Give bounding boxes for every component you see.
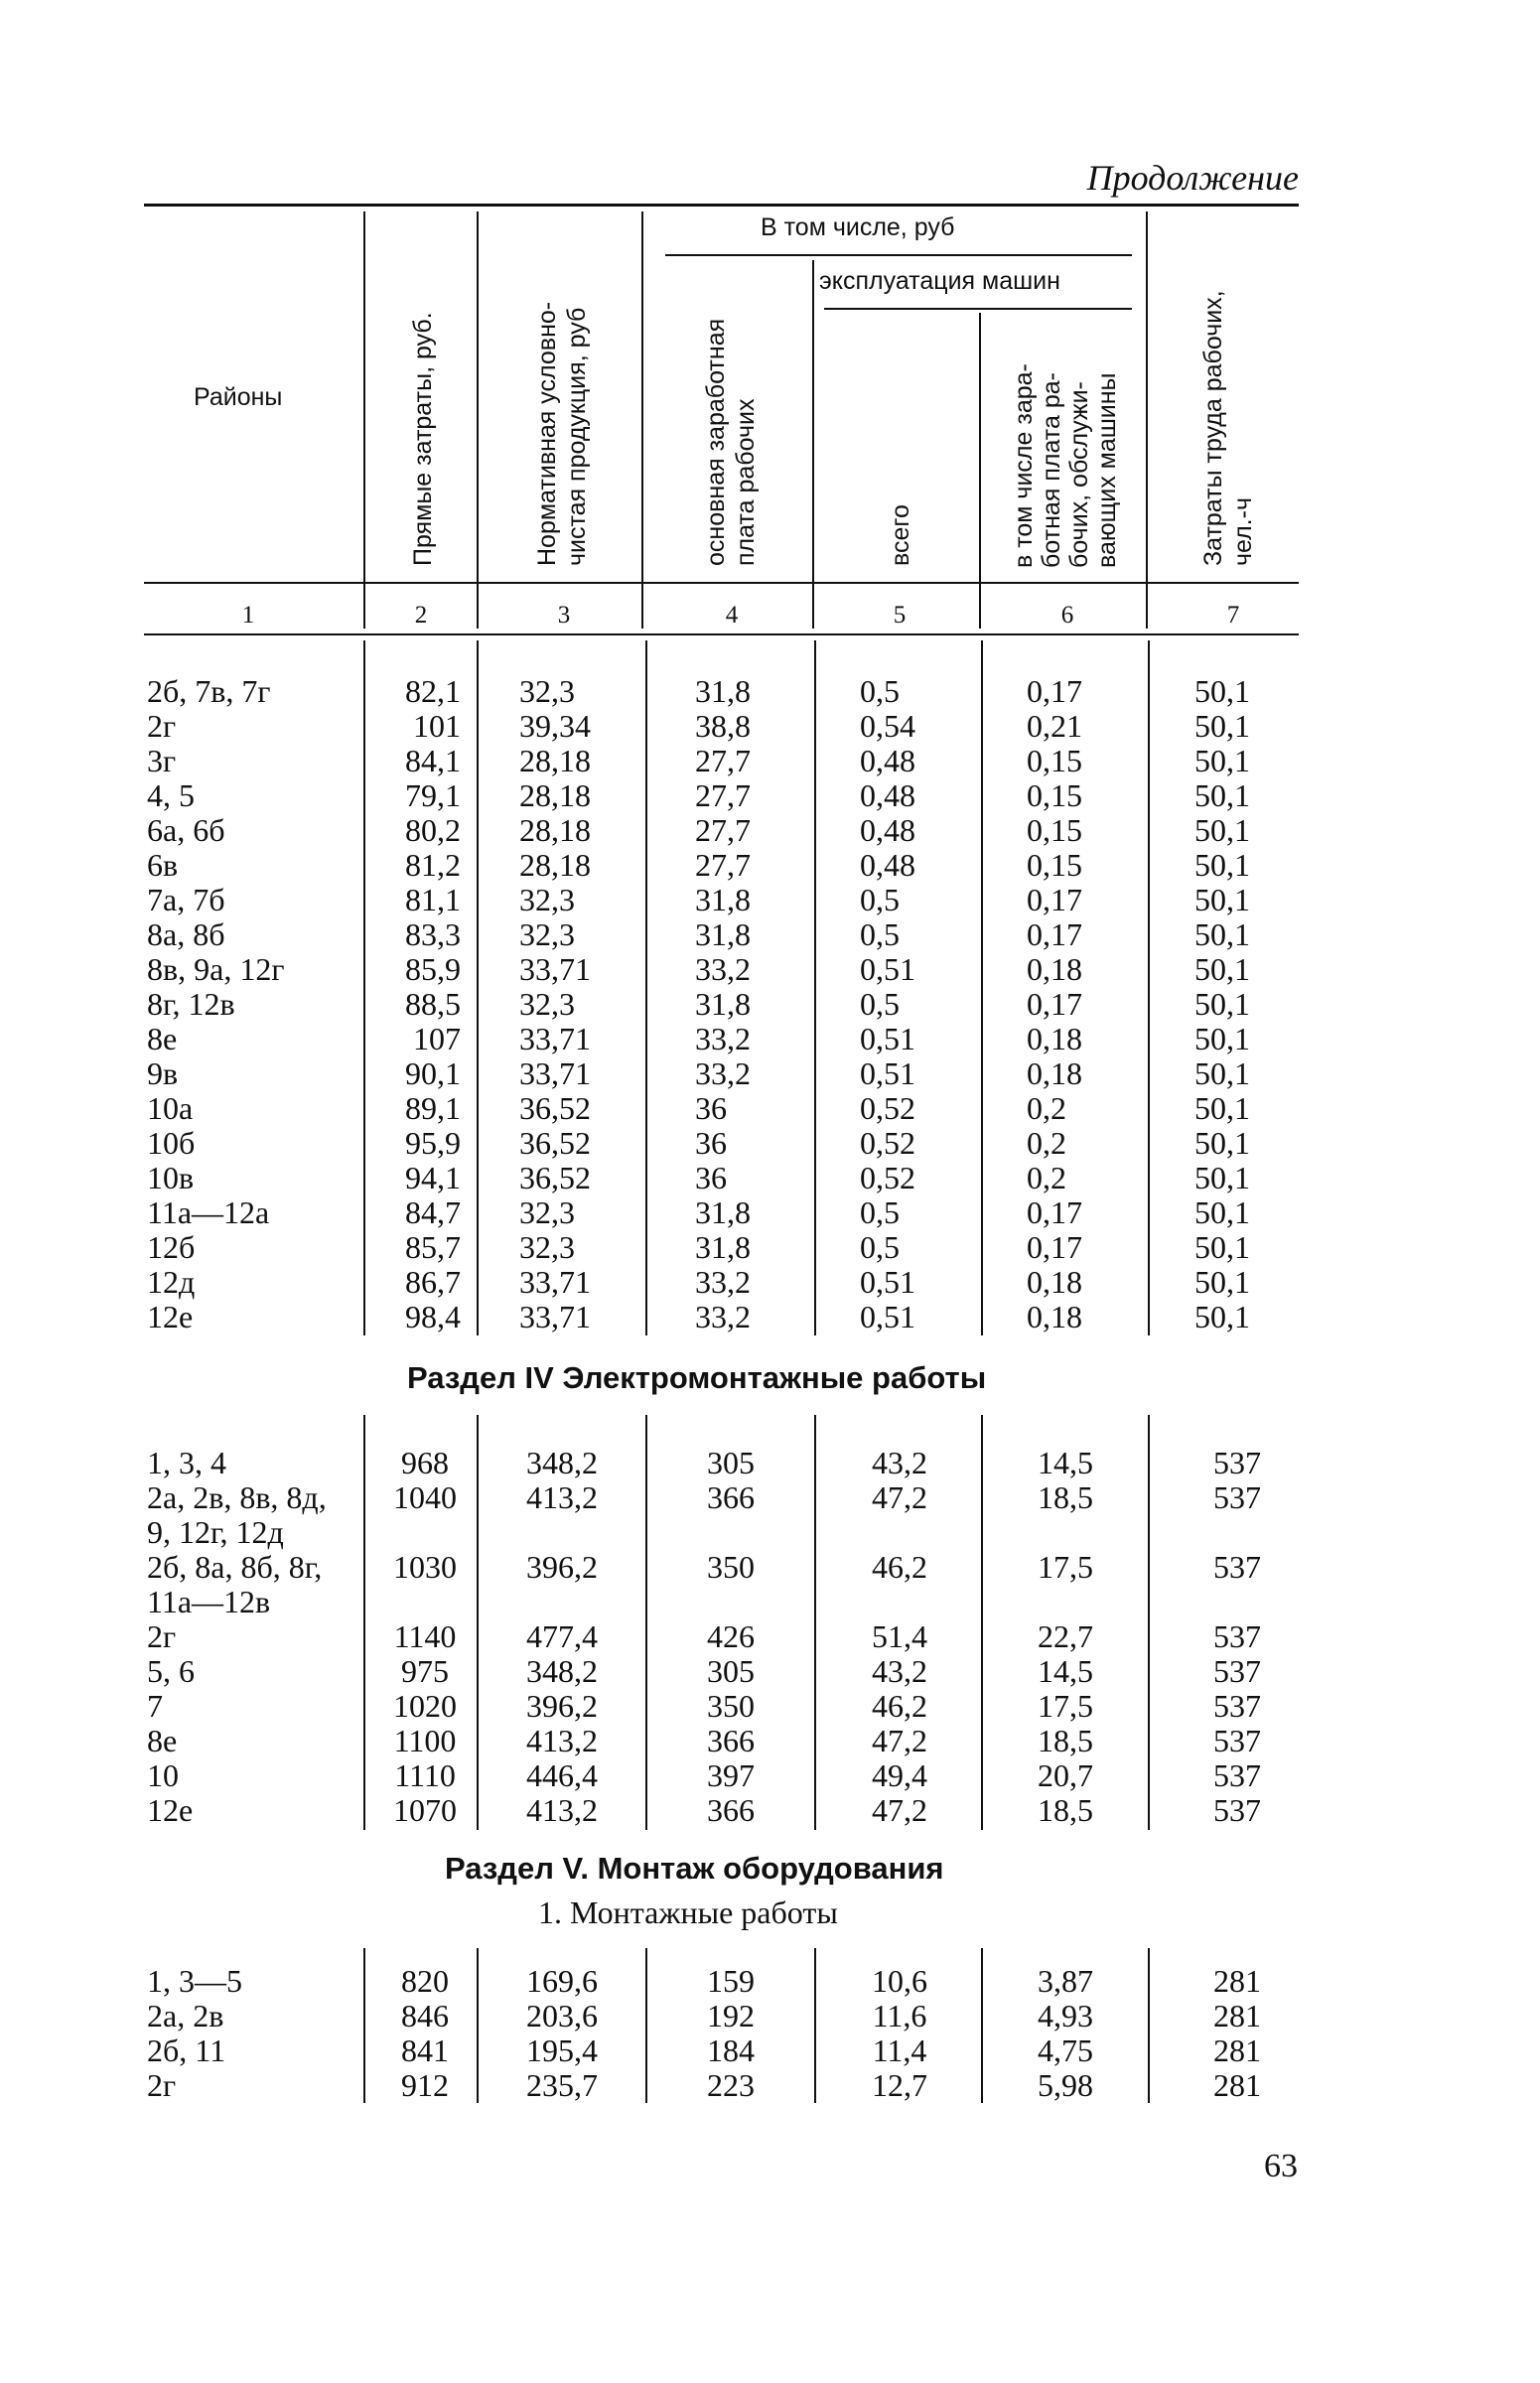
- table-row: [0, 1126, 1540, 1161]
- value-cell: 50,1: [1194, 951, 1250, 987]
- region-cell: 2г: [147, 1618, 177, 1654]
- header-total: всего: [887, 504, 914, 566]
- value-cell: 0,17: [1027, 986, 1082, 1022]
- value-cell: 33,71: [519, 1299, 591, 1334]
- column-number: 4: [725, 602, 739, 629]
- table-row: [0, 2068, 1540, 2103]
- column-number: 3: [557, 602, 571, 629]
- value-cell: 281: [1213, 2067, 1261, 2103]
- value-cell: 82,1: [405, 673, 461, 709]
- header-incl-line4: вающих машины: [1093, 372, 1121, 568]
- value-cell: 537: [1213, 1757, 1261, 1793]
- region-cell: 11а—12в: [147, 1584, 271, 1619]
- value-cell: 50,1: [1194, 847, 1250, 883]
- value-cell: 0,48: [860, 847, 915, 883]
- page-number: 63: [1264, 2148, 1298, 2184]
- value-cell: 89,1: [405, 1090, 461, 1126]
- table-row: [0, 1619, 1540, 1654]
- value-cell: 537: [1213, 1618, 1261, 1654]
- value-cell: 348,2: [526, 1653, 598, 1689]
- table-top-rule: [144, 204, 1299, 207]
- value-cell: 0,52: [860, 1090, 915, 1126]
- table-row: [0, 709, 1540, 744]
- region-cell: 12б: [147, 1229, 196, 1265]
- value-cell: 446,4: [526, 1757, 598, 1793]
- value-cell: 27,7: [695, 847, 751, 883]
- value-cell: 537: [1213, 1479, 1261, 1515]
- column-number: 5: [893, 602, 907, 629]
- value-cell: 305: [707, 1445, 755, 1480]
- region-cell: 2б, 7в, 7г: [147, 673, 271, 709]
- region-cell: 12д: [147, 1264, 196, 1300]
- value-cell: 348,2: [526, 1445, 598, 1480]
- value-cell: 47,2: [872, 1792, 927, 1828]
- table-row: [0, 1265, 1540, 1300]
- value-cell: 81,2: [405, 847, 461, 883]
- value-cell: 0,52: [860, 1160, 915, 1195]
- value-cell: 50,1: [1194, 986, 1250, 1022]
- value-cell: 33,2: [695, 1055, 751, 1091]
- value-cell: 413,2: [526, 1723, 598, 1758]
- section-5-title: Раздел V. Монтаж оборудования: [445, 1851, 944, 1886]
- table-row: [0, 1230, 1540, 1265]
- value-cell: 0,17: [1027, 916, 1082, 952]
- value-cell: 17,5: [1038, 1688, 1093, 1724]
- region-cell: 9, 12г, 12д: [147, 1514, 284, 1550]
- value-cell: 86,7: [405, 1264, 461, 1300]
- value-cell: 50,1: [1194, 673, 1250, 709]
- table-row: [0, 883, 1540, 917]
- region-cell: 12е: [147, 1299, 194, 1334]
- value-cell: 88,5: [405, 986, 461, 1022]
- value-cell: 32,3: [519, 882, 575, 917]
- region-cell: 10а: [147, 1090, 194, 1126]
- table-row: [0, 1161, 1540, 1195]
- value-cell: 33,71: [519, 1055, 591, 1091]
- value-cell: 83,3: [405, 916, 461, 952]
- value-cell: 50,1: [1194, 708, 1250, 744]
- value-cell: 27,7: [695, 743, 751, 778]
- region-cell: 8г, 12в: [147, 986, 235, 1022]
- region-cell: 3г: [147, 743, 177, 778]
- column-number: 6: [1060, 602, 1074, 629]
- header-labor-line1: Затраты труда рабочих,: [1199, 290, 1227, 566]
- value-cell: 80,2: [405, 812, 461, 848]
- value-cell: 841: [401, 2033, 449, 2068]
- value-cell: 4,93: [1038, 1998, 1093, 2033]
- value-cell: 396,2: [526, 1688, 598, 1724]
- region-cell: 1, 3, 4: [147, 1445, 226, 1480]
- value-cell: 537: [1213, 1723, 1261, 1758]
- table-row: [0, 848, 1540, 883]
- value-cell: 98,4: [405, 1299, 461, 1334]
- value-cell: 281: [1213, 1998, 1261, 2033]
- table-row: [0, 1480, 1540, 1515]
- value-cell: 31,8: [695, 1194, 751, 1230]
- table-row: [0, 1056, 1540, 1091]
- value-cell: 27,7: [695, 777, 751, 813]
- value-cell: 38,8: [695, 708, 751, 744]
- value-cell: 85,7: [405, 1229, 461, 1265]
- value-cell: 0,51: [860, 1021, 915, 1056]
- value-cell: 33,71: [519, 1021, 591, 1056]
- value-cell: 0,18: [1027, 1055, 1082, 1091]
- column-number: 1: [241, 602, 255, 629]
- header-wages-line2: плата рабочих: [732, 398, 760, 566]
- continuation-label: Продолжение: [1086, 158, 1299, 198]
- table-row: [0, 1999, 1540, 2033]
- value-cell: 159: [707, 1963, 755, 1999]
- value-cell: 0,51: [860, 1299, 915, 1334]
- value-cell: 0,51: [860, 951, 915, 987]
- header-divider: [363, 211, 365, 629]
- header-divider: [979, 313, 981, 629]
- value-cell: 32,3: [519, 916, 575, 952]
- value-cell: 0,48: [860, 777, 915, 813]
- value-cell: 33,71: [519, 1264, 591, 1300]
- value-cell: 968: [401, 1445, 449, 1480]
- value-cell: 51,4: [872, 1618, 927, 1654]
- header-normative-line2: чистая продукция, руб: [563, 307, 591, 566]
- table-row: [0, 917, 1540, 952]
- value-cell: 12,7: [872, 2067, 927, 2103]
- value-cell: 1070: [393, 1792, 457, 1828]
- value-cell: 396,2: [526, 1549, 598, 1585]
- value-cell: 0,15: [1027, 847, 1082, 883]
- header-group: В том числе, руб: [761, 213, 955, 241]
- value-cell: 39,34: [519, 708, 591, 744]
- value-cell: 3,87: [1038, 1963, 1093, 1999]
- header-wages-line1: основная заработная: [702, 318, 730, 566]
- value-cell: 50,1: [1194, 1021, 1250, 1056]
- value-cell: 0,2: [1027, 1160, 1066, 1195]
- header-incl-line3: бочих, обслужи-: [1065, 381, 1093, 568]
- value-cell: 32,3: [519, 1229, 575, 1265]
- value-cell: 192: [707, 1998, 755, 2033]
- value-cell: 0,51: [860, 1055, 915, 1091]
- column-number: 7: [1226, 602, 1240, 629]
- value-cell: 426: [707, 1618, 755, 1654]
- value-cell: 366: [707, 1723, 755, 1758]
- region-cell: 9в: [147, 1055, 179, 1091]
- value-cell: 281: [1213, 1963, 1261, 1999]
- value-cell: 14,5: [1038, 1445, 1093, 1480]
- value-cell: 50,1: [1194, 1125, 1250, 1161]
- value-cell: 50,1: [1194, 916, 1250, 952]
- value-cell: 820: [401, 1963, 449, 1999]
- value-cell: 50,1: [1194, 743, 1250, 778]
- table-row: [0, 813, 1540, 848]
- value-cell: 203,6: [526, 1998, 598, 2033]
- value-cell: 0,48: [860, 743, 915, 778]
- value-cell: 0,5: [860, 916, 900, 952]
- region-cell: 8а, 8б: [147, 916, 225, 952]
- value-cell: 0,48: [860, 812, 915, 848]
- value-cell: 32,3: [519, 986, 575, 1022]
- value-cell: 31,8: [695, 916, 751, 952]
- value-cell: 0,51: [860, 1264, 915, 1300]
- region-cell: 8е: [147, 1723, 178, 1758]
- value-cell: 0,5: [860, 882, 900, 917]
- region-cell: 10в: [147, 1160, 195, 1195]
- value-cell: 49,4: [872, 1757, 927, 1793]
- value-cell: 1100: [393, 1723, 457, 1758]
- region-cell: 2г: [147, 708, 177, 744]
- value-cell: 350: [707, 1549, 755, 1585]
- value-cell: 36: [695, 1160, 727, 1195]
- machines-underline: [824, 308, 1132, 310]
- value-cell: 47,2: [872, 1479, 927, 1515]
- value-cell: 33,2: [695, 1021, 751, 1056]
- value-cell: 36,52: [519, 1160, 591, 1195]
- table-row: [0, 1446, 1540, 1480]
- table-row: [0, 1091, 1540, 1126]
- value-cell: 1110: [394, 1757, 456, 1793]
- value-cell: 0,18: [1027, 1299, 1082, 1334]
- value-cell: 397: [707, 1757, 755, 1793]
- value-cell: 47,2: [872, 1723, 927, 1758]
- value-cell: 0,17: [1027, 1229, 1082, 1265]
- region-cell: 2б, 8а, 8б, 8г,: [147, 1549, 323, 1585]
- region-cell: 8е: [147, 1021, 178, 1056]
- value-cell: 31,8: [695, 673, 751, 709]
- value-cell: 169,6: [526, 1963, 598, 1999]
- value-cell: 0,17: [1027, 1194, 1082, 1230]
- table-row: [0, 1724, 1540, 1758]
- value-cell: 0,5: [860, 673, 900, 709]
- value-cell: 413,2: [526, 1792, 598, 1828]
- value-cell: 32,3: [519, 673, 575, 709]
- value-cell: 0,21: [1027, 708, 1082, 744]
- value-cell: 846: [401, 1998, 449, 2033]
- value-cell: 50,1: [1194, 1090, 1250, 1126]
- value-cell: 0,52: [860, 1125, 915, 1161]
- value-cell: 18,5: [1038, 1723, 1093, 1758]
- region-cell: 1, 3—5: [147, 1963, 242, 1999]
- value-cell: 50,1: [1194, 1299, 1250, 1334]
- value-cell: 36: [695, 1125, 727, 1161]
- value-cell: 43,2: [872, 1445, 927, 1480]
- value-cell: 14,5: [1038, 1653, 1093, 1689]
- table-row: [0, 744, 1540, 778]
- header-regions: Районы: [194, 383, 283, 411]
- region-cell: 11а—12а: [147, 1194, 270, 1230]
- value-cell: 0,15: [1027, 743, 1082, 778]
- region-cell: 6а, 6б: [147, 812, 225, 848]
- header-divider: [812, 260, 814, 629]
- region-cell: 5, 6: [147, 1653, 195, 1689]
- column-number: 2: [414, 602, 428, 629]
- table-row: [0, 1300, 1540, 1334]
- table-row: [0, 1758, 1540, 1793]
- table-row: [0, 1793, 1540, 1828]
- header-divider: [477, 211, 479, 629]
- value-cell: 0,18: [1027, 951, 1082, 987]
- table-row: [0, 1022, 1540, 1056]
- value-cell: 101: [413, 708, 461, 744]
- value-cell: 281: [1213, 2033, 1261, 2068]
- value-cell: 1020: [393, 1688, 457, 1724]
- region-cell: 2а, 2в: [147, 1998, 224, 2033]
- value-cell: 50,1: [1194, 812, 1250, 848]
- region-cell: 2а, 2в, 8в, 8д,: [147, 1479, 327, 1515]
- value-cell: 537: [1213, 1653, 1261, 1689]
- value-cell: 50,1: [1194, 1160, 1250, 1195]
- table-row: [0, 987, 1540, 1022]
- table-row: [0, 674, 1540, 709]
- value-cell: 413,2: [526, 1479, 598, 1515]
- value-cell: 31,8: [695, 1229, 751, 1265]
- value-cell: 50,1: [1194, 1264, 1250, 1300]
- value-cell: 4,75: [1038, 2033, 1093, 2068]
- header-direct-costs: Прямые затраты, руб.: [409, 312, 437, 566]
- table-row: [0, 1689, 1540, 1724]
- value-cell: 17,5: [1038, 1549, 1093, 1585]
- value-cell: 31,8: [695, 882, 751, 917]
- value-cell: 912: [401, 2067, 449, 2103]
- region-cell: 7а, 7б: [147, 882, 225, 917]
- value-cell: 537: [1213, 1688, 1261, 1724]
- table-row: [0, 2033, 1540, 2068]
- value-cell: 366: [707, 1479, 755, 1515]
- value-cell: 537: [1213, 1549, 1261, 1585]
- value-cell: 84,1: [405, 743, 461, 778]
- value-cell: 85,9: [405, 951, 461, 987]
- value-cell: 81,1: [405, 882, 461, 917]
- colnum-bottom-rule: [144, 633, 1299, 635]
- value-cell: 11,6: [872, 1998, 927, 2033]
- table-row: [0, 1550, 1540, 1585]
- value-cell: 50,1: [1194, 1055, 1250, 1091]
- value-cell: 28,18: [519, 847, 591, 883]
- value-cell: 28,18: [519, 812, 591, 848]
- value-cell: 79,1: [405, 777, 461, 813]
- header-bottom-rule: [144, 582, 1299, 584]
- value-cell: 32,3: [519, 1194, 575, 1230]
- value-cell: 223: [707, 2067, 755, 2103]
- table-row: [0, 1585, 1540, 1619]
- value-cell: 46,2: [872, 1549, 927, 1585]
- value-cell: 33,71: [519, 951, 591, 987]
- value-cell: 18,5: [1038, 1792, 1093, 1828]
- value-cell: 36,52: [519, 1125, 591, 1161]
- value-cell: 50,1: [1194, 777, 1250, 813]
- value-cell: 975: [401, 1653, 449, 1689]
- value-cell: 0,17: [1027, 882, 1082, 917]
- subsection-title: 1. Монтажные работы: [538, 1894, 838, 1930]
- value-cell: 5,98: [1038, 2067, 1093, 2103]
- value-cell: 94,1: [405, 1160, 461, 1195]
- value-cell: 184: [707, 2033, 755, 2068]
- value-cell: 107: [413, 1021, 461, 1056]
- section-4-title: Раздел IV Электромонтажные работы: [407, 1360, 987, 1395]
- value-cell: 305: [707, 1653, 755, 1689]
- value-cell: 31,8: [695, 986, 751, 1022]
- value-cell: 537: [1213, 1792, 1261, 1828]
- value-cell: 33,2: [695, 1264, 751, 1300]
- value-cell: 11,4: [872, 2033, 927, 2068]
- value-cell: 0,17: [1027, 673, 1082, 709]
- value-cell: 1030: [393, 1549, 457, 1585]
- header-divider: [1146, 211, 1148, 629]
- header-incl-line2: ботная плата ра-: [1038, 372, 1065, 568]
- value-cell: 33,2: [695, 1299, 751, 1334]
- value-cell: 84,7: [405, 1194, 461, 1230]
- value-cell: 366: [707, 1792, 755, 1828]
- value-cell: 95,9: [405, 1125, 461, 1161]
- region-cell: 8в, 9а, 12г: [147, 951, 285, 987]
- value-cell: 22,7: [1038, 1618, 1093, 1654]
- value-cell: 90,1: [405, 1055, 461, 1091]
- value-cell: 1040: [393, 1479, 457, 1515]
- value-cell: 20,7: [1038, 1757, 1093, 1793]
- table-row: [0, 1195, 1540, 1230]
- table-row: [0, 1654, 1540, 1689]
- region-cell: 2б, 11: [147, 2033, 226, 2068]
- value-cell: 0,15: [1027, 777, 1082, 813]
- header-machines: эксплуатация машин: [819, 267, 1060, 295]
- value-cell: 1140: [393, 1618, 457, 1654]
- value-cell: 195,4: [526, 2033, 598, 2068]
- region-cell: 6в: [147, 847, 179, 883]
- header-normative-line1: Нормативная условно-: [533, 301, 561, 566]
- value-cell: 50,1: [1194, 882, 1250, 917]
- value-cell: 350: [707, 1688, 755, 1724]
- value-cell: 0,5: [860, 1194, 900, 1230]
- value-cell: 0,5: [860, 986, 900, 1022]
- region-cell: 10б: [147, 1125, 196, 1161]
- value-cell: 33,2: [695, 951, 751, 987]
- value-cell: 36,52: [519, 1090, 591, 1126]
- value-cell: 46,2: [872, 1688, 927, 1724]
- value-cell: 0,15: [1027, 812, 1082, 848]
- table-row: [0, 1964, 1540, 1999]
- header-labor-line2: чел.-ч: [1229, 497, 1257, 566]
- table-row: [0, 952, 1540, 987]
- region-cell: 2г: [147, 2067, 177, 2103]
- value-cell: 18,5: [1038, 1479, 1093, 1515]
- value-cell: 0,2: [1027, 1125, 1066, 1161]
- region-cell: 12е: [147, 1792, 194, 1828]
- value-cell: 0,54: [860, 708, 915, 744]
- value-cell: 43,2: [872, 1653, 927, 1689]
- table-row: [0, 1515, 1540, 1550]
- table-row: [0, 778, 1540, 813]
- value-cell: 537: [1213, 1445, 1261, 1480]
- value-cell: 28,18: [519, 777, 591, 813]
- value-cell: 477,4: [526, 1618, 598, 1654]
- value-cell: 36: [695, 1090, 727, 1126]
- value-cell: 28,18: [519, 743, 591, 778]
- value-cell: 10,6: [872, 1963, 927, 1999]
- region-cell: 7: [147, 1688, 163, 1724]
- value-cell: 0,5: [860, 1229, 900, 1265]
- value-cell: 27,7: [695, 812, 751, 848]
- header-incl-line1: в том числе зара-: [1010, 363, 1038, 568]
- region-cell: 4, 5: [147, 777, 195, 813]
- value-cell: 0,18: [1027, 1021, 1082, 1056]
- header-divider: [641, 211, 643, 629]
- value-cell: 235,7: [526, 2067, 598, 2103]
- region-cell: 10: [147, 1757, 179, 1793]
- value-cell: 50,1: [1194, 1194, 1250, 1230]
- value-cell: 0,2: [1027, 1090, 1066, 1126]
- value-cell: 50,1: [1194, 1229, 1250, 1265]
- value-cell: 0,18: [1027, 1264, 1082, 1300]
- group-underline: [665, 254, 1132, 256]
